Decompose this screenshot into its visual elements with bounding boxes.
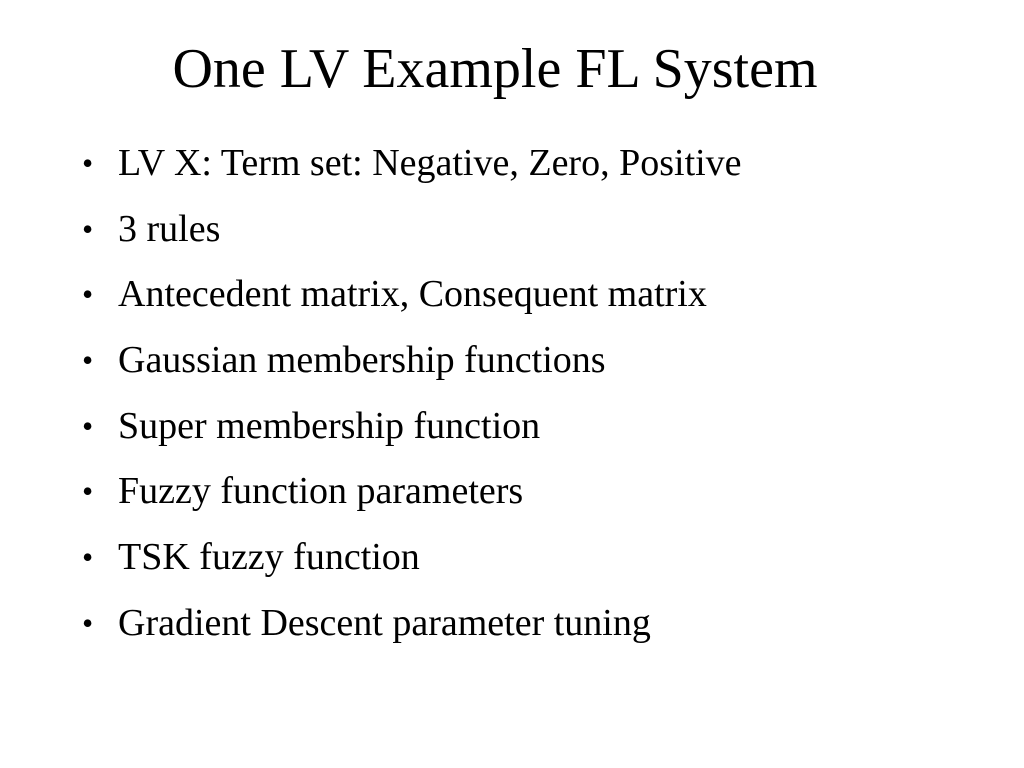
bullet-point-icon: • [82,604,94,641]
bullet-text: Gradient Descent parameter tuning [118,601,651,644]
bullet-point-icon: • [82,210,94,247]
bullet-text: TSK fuzzy function [118,536,420,579]
bullet-point-icon: • [82,539,94,576]
bullet-point-icon: • [82,276,94,313]
bullet-text: Antecedent matrix, Consequent matrix [118,273,707,316]
bullet-point-icon: • [82,407,94,444]
bullet-text: Gaussian membership functions [118,339,606,382]
bullet-text: 3 rules [118,207,221,250]
slide-title: One LV Example FL System [172,38,818,100]
bullet-text: Super membership function [118,404,541,447]
bullet-point-icon: • [82,473,94,510]
bullet-text: Fuzzy function parameters [118,470,524,513]
bullet-point-icon: • [82,145,94,181]
bullet-text: LV X: Term set: Negative, Zero, Positive [118,142,742,184]
bullet-point-icon: • [82,342,94,379]
